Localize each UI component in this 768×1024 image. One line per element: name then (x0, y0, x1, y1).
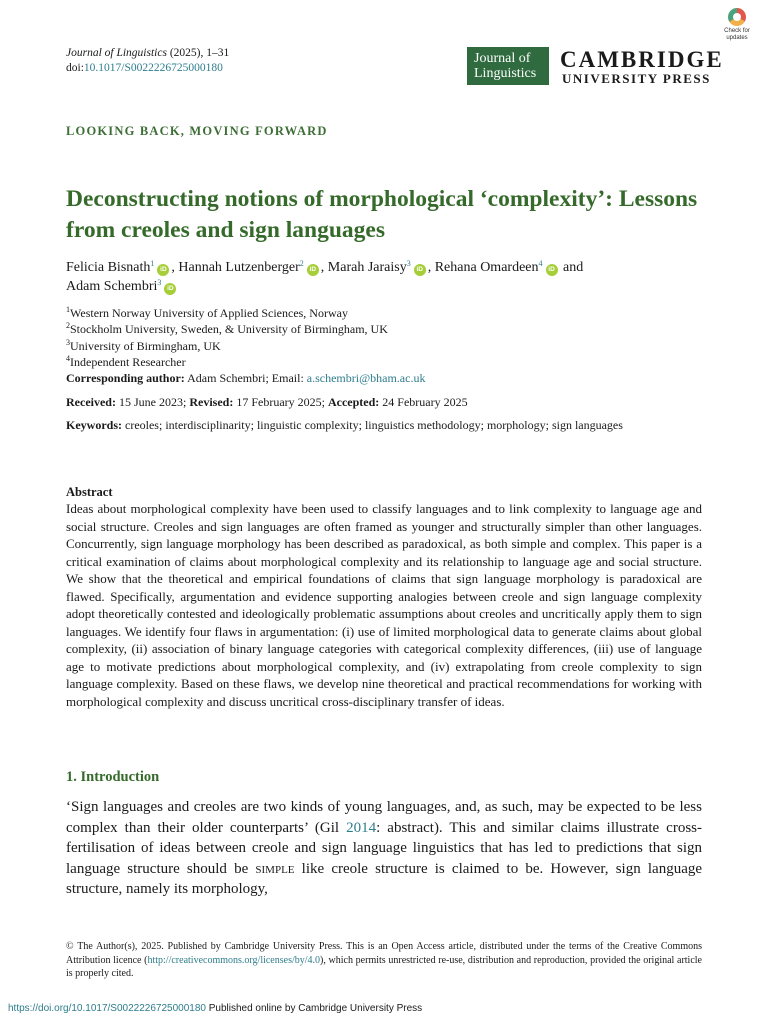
introduction-text (66, 797, 702, 900)
affiliation-item (66, 338, 706, 354)
intro-text-part: ‘Sign languages and creoles are two kinds of young languages, and, as such, may be expected to be less complex than their older counterparts’ (Gil (66, 799, 702, 836)
orcid-icon[interactable]: iD (157, 264, 169, 276)
corresponding-label: Corresponding author: (66, 371, 185, 386)
received-date: 15 June 2023; (115, 395, 190, 409)
publisher-subtitle: UNIVERSITY PRESS (562, 71, 711, 86)
affiliation-number: 2 (66, 321, 70, 331)
license-link[interactable]: http://creativecommons.org/licenses/by/4.0 (147, 954, 321, 966)
citation-link[interactable]: 2014 (346, 819, 377, 836)
article-title: Deconstructing notions of morphological ‘complexity’: Lessons from creoles and sign languages (66, 186, 698, 243)
journal-logo: Journal of Linguistics (467, 47, 549, 85)
author-name: Adam Schembri (66, 279, 158, 294)
author-list (66, 258, 716, 296)
footnote-text: ), which permits unrestricted re-use, distribution and reproduction, provided the original article is properly cited. (66, 954, 702, 979)
author-name: Felicia Bisnath (66, 260, 151, 275)
orcid-icon[interactable]: iD (307, 264, 319, 276)
updates-label: Check for updates (724, 28, 750, 41)
keywords-text: creoles; interdisciplinarity; linguistic complexity; linguistics methodology; morphology; sign languages (122, 418, 623, 432)
affiliation-text: Stockholm University, Sweden, & University of Birmingham, UK (70, 322, 388, 337)
orcid-icon[interactable]: iD (414, 264, 426, 276)
keywords (66, 418, 666, 434)
author-separator: , (427, 260, 432, 275)
received-label: Received: (66, 395, 116, 409)
affiliation-number: 1 (66, 305, 70, 314)
publisher-name: CAMBRIDGE (560, 47, 724, 72)
affiliation-item (66, 321, 706, 337)
footnote-text: © The Author(s), 2025. Published by Cambridge University Press. This is an Open Access article, distributed under the terms of the Creative Commons Attribution licence ( (66, 941, 702, 966)
revised-date: 17 February 2025; (233, 395, 328, 409)
intro-text-part: like creole structure is claimed to be. However, sign language structure, namely its morphology, (66, 860, 703, 897)
author-affiliation-ref[interactable]: 1 (150, 259, 155, 268)
bottom-doi-link[interactable]: https://doi.org/10.1017/S0022226725000180 (8, 1003, 206, 1014)
orcid-icon[interactable]: iD (546, 264, 558, 276)
affiliations (66, 305, 706, 386)
author-separator: , (320, 260, 325, 275)
updates-icon (728, 8, 746, 26)
cambridge-logo (560, 48, 724, 86)
affiliation-item (66, 305, 706, 321)
copyright-footnote (66, 940, 702, 981)
intro-small-caps-term: simple (255, 860, 295, 877)
corresponding-text: Adam Schembri; Email: (184, 371, 307, 386)
affiliation-number: 4 (66, 353, 70, 363)
author-separator: , (171, 260, 175, 275)
accepted-label: Accepted: (327, 395, 380, 409)
abstract-heading: Abstract (66, 485, 113, 499)
journal-name: Journal of Linguistics (66, 47, 167, 59)
journal-reference (66, 46, 229, 76)
corresponding-author (66, 370, 706, 386)
author-and: and (563, 260, 584, 275)
affiliation-text: Western Norway University of Applied Sciences, Norway (70, 306, 348, 320)
author-affiliation-ref[interactable]: 4 (538, 259, 543, 268)
doi-prefix: doi: (66, 62, 84, 74)
doi-link[interactable]: 10.1017/S0022226725000180 (83, 62, 223, 74)
author-affiliation-ref[interactable]: 2 (299, 259, 304, 268)
author-name: Marah Jaraisy (327, 260, 407, 275)
article-dates (66, 395, 468, 410)
introduction-heading: 1. Introduction (66, 769, 160, 785)
check-for-updates-button[interactable] (718, 8, 756, 46)
keywords-label: Keywords: (66, 418, 122, 432)
author-name: Rehana Omardeen (434, 260, 539, 275)
author-name: Hannah Lutzenberger (178, 260, 300, 275)
author-affiliation-ref[interactable]: 3 (157, 278, 162, 287)
bottom-publisher-text: Published online by Cambridge University Press (205, 1003, 423, 1014)
intro-text-part: : abstract). This and similar claims illustrate cross-fertilisation of ideas between creole and sign language linguistics that has led to predictions that sign language structure should be (66, 819, 703, 877)
journal-year-pages: (2025), 1–31 (166, 47, 230, 59)
bottom-doi-line (8, 1003, 422, 1014)
accepted-date: 24 February 2025 (379, 395, 468, 409)
affiliation-text: Independent Researcher (70, 354, 186, 369)
affiliation-item (66, 354, 706, 370)
orcid-icon[interactable]: iD (164, 283, 176, 295)
affiliation-number: 3 (66, 337, 70, 347)
section-label: LOOKING BACK, MOVING FORWARD (66, 124, 328, 138)
abstract-text: Ideas about morphological complexity have been used to classify languages and to link complexity to language age and social structure. Creoles and sign languages are often framed as younger and structurally simpler than other languages. Concurrently, sign language morphology has been described as paradoxical, as both simple and complex. This paper is a critical examination of claims about morphological complexity and its relationship to language age and social structure. We show that the theoretical and empirical foundations of claims that sign language morphology is paradoxical are flawed. Specifically, argumentation and evidence supporting analogies between creole and sign language complexity adopt theoretically contested and ideologically problematic assumptions about creoles and uncritically apply them to sign languages. We identify four flaws in argumentation: (i) use of limited morphological data to generate claims about global complexity, (ii) association of binary language categories with categorical complexity differences, (iii) use of language age to motivate predictions about morphological complexity, and (iv) extrapolating from creole complexity to sign language complexity. Based on these flaws, we develop nine theoretical and practical recommendations for working with morphological complexity and discuss uncritical cross-disciplinary transfer of ideas. (66, 501, 702, 709)
corresponding-email-link[interactable]: a.schembri@bham.ac.uk (306, 371, 426, 386)
affiliation-text: University of Birmingham, UK (70, 338, 221, 353)
author-affiliation-ref[interactable]: 3 (406, 259, 411, 268)
revised-label: Revised: (189, 395, 234, 409)
